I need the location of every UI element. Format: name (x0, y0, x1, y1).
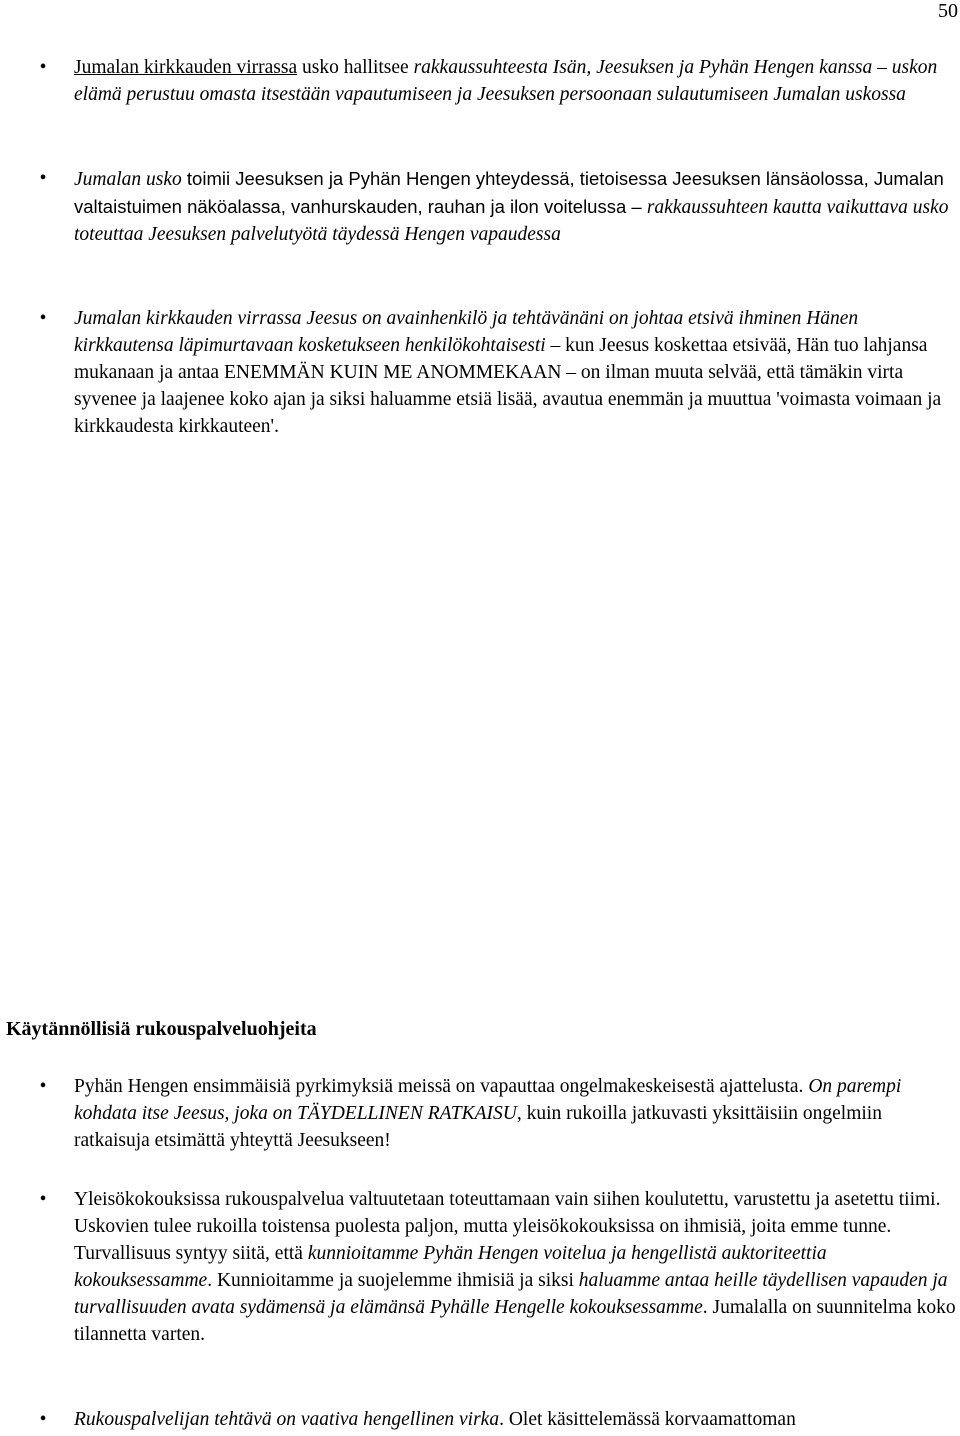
bullet-icon: • (39, 308, 47, 329)
text-segment: toimii Jeesuksen ja Pyhän Hengen yhteydessä, tietoisessa Jeesuksen länsäolossa, Jumalan valtaistuimen näköalassa, vanhurskauden, rauhan ja ilon voitelussa – (74, 168, 944, 217)
text-segment: . Jumalalla on suunnitelma koko tilannetta varten. (74, 1297, 956, 1345)
text-segment: . Kunnioitamme ja suojelemme ihmisiä ja siksi (207, 1270, 579, 1291)
bullet-icon: • (39, 1189, 47, 1210)
text-segment: Jumalan kirkkauden virrassa (74, 57, 298, 78)
bullet-item-key-person (39, 305, 958, 440)
text-segment: Jumalan usko (74, 169, 182, 190)
text-segment: rakkaussuhteesta Isän, Jeesuksen ja Pyhän Hengen kanssa – uskon elämä perustuu omasta itsestään vapautumiseen ja Jeesuksen persoonaan sulautumiseen Jumalan uskossa (74, 57, 938, 105)
text-segment: , kuin rukoilla jatkuvasti yksittäisiin ongelmiin ratkaisuja etsimättä yhteyttä Jeesukseen! (74, 1103, 882, 1151)
section-heading: Käytännöllisiä rukouspalveluohjeita (6, 1018, 317, 1040)
text-segment: Jumalan kirkkauden virrassa Jeesus on avainhenkilö ja tehtävänäni on johtaa etsivä ihminen Hänen kirkkautensa läpimurtavaan kosketukseen henkilökohtaisesti – (74, 308, 859, 356)
text-segment: rakkaussuhteen kautta vaikuttava usko toteuttaa Jeesuksen palvelutyötä täydessä Hengen vapaudessa (74, 197, 949, 245)
text-segment: Pyhän Hengen ensimmäisiä pyrkimyksiä meissä on vapauttaa ongelmakeskeisestä ajattelusta. (74, 1076, 809, 1097)
text-segment: Rukouspalvelijan tehtävä on vaativa hengellinen virka (74, 1409, 500, 1430)
bullet-icon: • (39, 1076, 47, 1097)
bullet-item-gods-faith (39, 165, 958, 248)
bullet-item-prayer-servant (39, 1406, 958, 1433)
text-segment: . Olet käsittelemässä korvaamattoman (499, 1409, 796, 1430)
text-segment: kun Jeesus koskettaa etsivää, Hän tuo lahjansa mukanaan ja antaa ENEMMÄN KUIN ME ANOMMEKAAN – on ilman muuta selvää, että tämäkin virta syvenee ja laajenee koko ajan ja siksi haluamme etsiä lisää, avautua enemmän ja muuttua 'voimasta voimaan ja kirkkaudesta kirkkauteen'. (74, 335, 942, 437)
text-segment: On parempi kohdata itse Jeesus, joka on TÄYDELLINEN RATKAISU (74, 1076, 902, 1124)
bullet-item-public-meetings (39, 1186, 958, 1348)
bullet-icon: • (39, 168, 47, 189)
text-segment: usko hallitsee (297, 57, 414, 78)
page-number: 50 (938, 0, 958, 22)
bullet-icon: • (39, 57, 47, 78)
bullet-icon: • (39, 1409, 47, 1430)
text-segment: haluamme antaa heille täydellisen vapauden ja turvallisuuden avata sydämensä ja elämänsä Pyhälle Hengelle kokouksessamme (74, 1270, 948, 1318)
text-segment: Yleisökokouksissa rukouspalvelua valtuutetaan toteuttamaan vain siihen koulutettu, varustettu ja asetettu tiimi. Uskovien tulee rukoilla toistensa puolesta paljon, mutta yleisökokouksissa on ihmisiä, joita emme tunne. Turvallisuus syntyy siitä, että (74, 1189, 941, 1264)
bullet-item-faith-stream (39, 54, 958, 108)
text-segment: kunnioitamme Pyhän Hengen voitelua ja hengellistä auktoriteettia kokouksessamme (74, 1243, 827, 1291)
bullet-item-problem-focus (39, 1073, 958, 1154)
